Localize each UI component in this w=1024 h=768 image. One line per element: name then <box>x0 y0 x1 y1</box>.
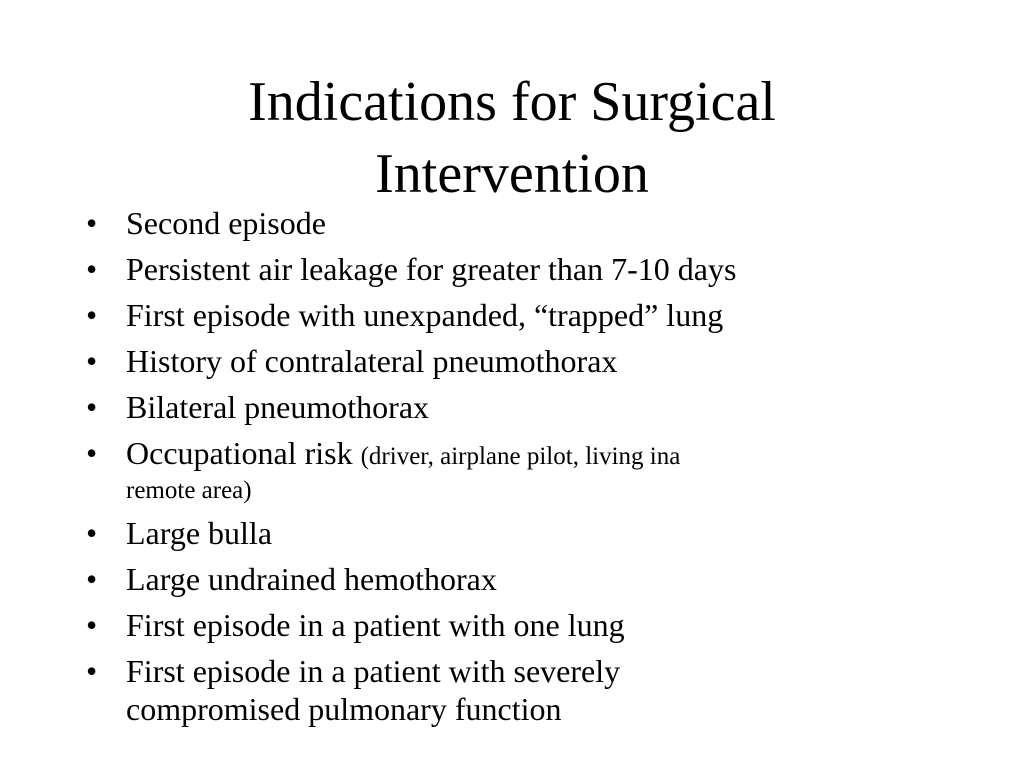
bullet-text: First episode in a patient with one lung <box>126 607 625 643</box>
bullet-icon: • <box>86 251 98 287</box>
slide-title-line-2: Intervention <box>375 143 649 205</box>
bullet-item <box>84 296 944 334</box>
bullet-icon: • <box>86 297 98 333</box>
bullet-item <box>84 606 944 644</box>
bullet-icon: • <box>86 653 98 689</box>
bullet-item <box>84 250 944 288</box>
bullet-text: History of contralateral pneumothorax <box>126 343 618 379</box>
bullet-text-continuation: compromised pulmonary function <box>126 691 562 727</box>
bullet-text: First episode with unexpanded, “trapped” lung <box>126 297 724 333</box>
bullet-text: Second episode <box>126 205 326 241</box>
bullet-text: Large bulla <box>126 515 273 551</box>
bullet-text: Occupational risk <box>126 435 361 471</box>
bullet-icon: • <box>86 561 98 597</box>
bullet-icon: • <box>86 389 98 425</box>
bullet-icon: • <box>86 343 98 379</box>
bullet-icon: • <box>86 435 98 471</box>
bullet-icon: • <box>86 205 98 241</box>
slide-title-line-1: Indications for Surgical <box>248 71 776 133</box>
bullet-note: (driver, airplane pilot, living ina <box>360 443 681 470</box>
bullet-item <box>84 434 944 506</box>
bullet-item <box>84 514 944 552</box>
bullet-text: Large undrained hemothorax <box>126 561 497 597</box>
bullet-item <box>84 560 944 598</box>
bullet-note-continuation: remote area) <box>126 477 252 504</box>
bullet-icon: • <box>86 515 98 551</box>
slide-title <box>0 66 1024 210</box>
bullet-item <box>84 388 944 426</box>
bullet-item <box>84 652 944 728</box>
bullet-list <box>84 204 944 736</box>
bullet-icon: • <box>86 607 98 643</box>
bullet-item <box>84 342 944 380</box>
bullet-item <box>84 204 944 242</box>
bullet-text: First episode in a patient with severely <box>126 653 621 689</box>
bullet-text: Bilateral pneumothorax <box>126 389 430 425</box>
bullet-text: Persistent air leakage for greater than 7-10 days <box>126 251 737 287</box>
